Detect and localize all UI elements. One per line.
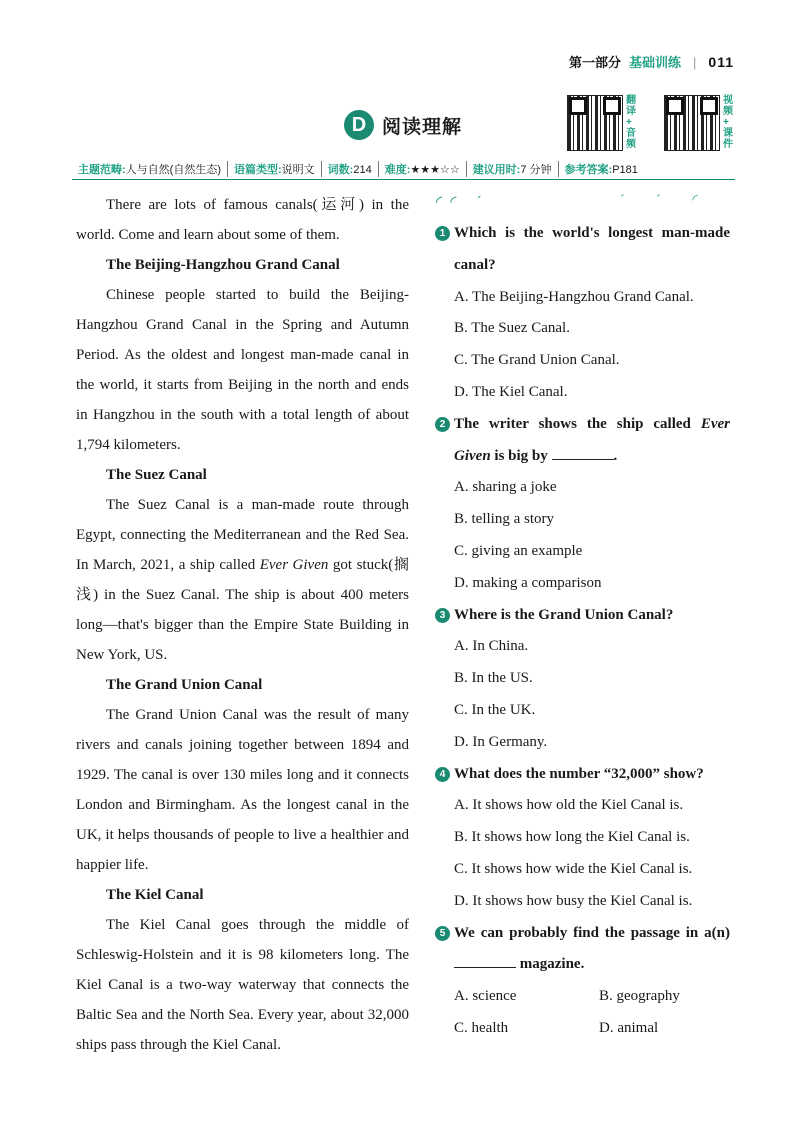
question-text: Where is the Grand Union Canal? — [454, 606, 674, 623]
reading-passage — [76, 190, 409, 1060]
question-list — [435, 218, 730, 1045]
answer-option[interactable]: A. In China. — [454, 638, 529, 655]
info-label: 语篇类型: — [234, 164, 282, 176]
info-genre — [228, 161, 322, 177]
info-label: 主题范畴: — [78, 164, 126, 176]
passage-heading: The Grand Union Canal — [106, 677, 263, 693]
info-topic — [72, 161, 228, 177]
answer-option[interactable]: D. The Kiel Canal. — [454, 383, 568, 400]
qr-tag-video — [723, 95, 734, 151]
info-answer-page — [559, 161, 644, 177]
question-text-part: We can probably find the passage in a(n) — [454, 924, 730, 941]
question-number-icon: 1 — [435, 226, 450, 241]
answer-option[interactable]: D. It shows how busy the Kiel Canal is. — [454, 892, 693, 909]
info-value: 214 — [353, 164, 372, 176]
question-number-icon: 2 — [435, 417, 450, 432]
answer-option[interactable]: B. The Suez Canal. — [454, 320, 570, 337]
ship-name: Ever Given — [454, 415, 730, 464]
qr-code-icon[interactable] — [567, 95, 623, 151]
question-text: What does the number “32,000” show? — [454, 765, 704, 782]
passage-paragraph: Chinese people started to build the Beijing-Hangzhou Grand Canal in the Spring and Autumn Period. As the oldest and longest man-made canal in the world, it starts from Beijing in the north and ends in Hangzhou in the south with a total length of about 1,794 kilometers. — [76, 287, 409, 453]
question-number-icon: 4 — [435, 767, 450, 782]
answer-option[interactable]: A. It shows how old the Kiel Canal is. — [454, 797, 684, 814]
question-text-part: is big by — [490, 447, 548, 464]
qr-block-video[interactable] — [664, 95, 734, 151]
section-title — [344, 110, 462, 140]
passage-heading: The Kiel Canal — [106, 887, 204, 903]
passage-intro: There are lots of famous canals(运河) in the world. Come and learn about some of them. — [76, 197, 409, 243]
qr-tag-char: + — [626, 117, 632, 128]
section-badge: D — [344, 110, 374, 140]
info-value: P181 — [612, 164, 638, 176]
passage-paragraph — [76, 490, 409, 670]
answer-option[interactable]: C. In the UK. — [454, 701, 536, 718]
info-bar — [72, 159, 735, 180]
question-text-part: magazine. — [519, 956, 585, 973]
qr-tag-char: 视 — [723, 95, 733, 106]
info-time — [467, 161, 559, 177]
decorative-arcs: ◜◜ ˊ — [436, 194, 490, 211]
question-stem — [435, 409, 730, 473]
question-number-icon: 3 — [435, 608, 450, 623]
qr-tag-char: 频 — [723, 106, 733, 117]
info-value: 人与自然(自然生态) — [125, 164, 221, 176]
qr-code-icon[interactable] — [664, 95, 720, 151]
passage-paragraph: The Grand Union Canal was the result of many rivers and canals joining together between 1894 and 1929. The canal is over 130 miles long and it connects London and Birmingham. As the longest canal in the UK, it helps thousands of people to live a healthier and happier life. — [76, 707, 409, 873]
info-value: ★★★☆☆ — [410, 164, 460, 176]
question-stem — [435, 759, 730, 791]
info-difficulty — [379, 161, 467, 177]
passage-heading: The Suez Canal — [106, 467, 207, 483]
answer-option[interactable]: D. animal — [599, 1019, 659, 1036]
header-track: 基础训练 — [629, 55, 682, 70]
answer-option[interactable]: A. sharing a joke — [454, 479, 557, 496]
qr-block-translation[interactable] — [567, 95, 637, 151]
info-value: 说明文 — [281, 164, 315, 176]
answer-option[interactable]: A. The Beijing-Hangzhou Grand Canal. — [454, 288, 694, 305]
decorative-arcs: ˊ ˊ ◜ — [620, 193, 712, 208]
qr-tag-char: 频 — [626, 139, 636, 150]
info-label: 词数: — [327, 164, 354, 176]
answer-option[interactable]: B. It shows how long the Kiel Canal is. — [454, 829, 690, 846]
answer-option[interactable]: D. making a comparison — [454, 574, 602, 591]
info-value: 7 分钟 — [520, 164, 552, 176]
page-number: 011 — [708, 54, 734, 70]
question-number-icon: 5 — [435, 926, 450, 941]
qr-tag-char: 译 — [626, 106, 636, 117]
passage-text: got stuck(搁浅) in the Suez Canal. The ship is about 400 meters long—that's bigger than the Empire State Building in New York, US. — [76, 557, 409, 663]
section-title-text: 阅读理解 — [382, 116, 463, 138]
answer-option-grid — [435, 981, 730, 1045]
ship-name: Ever Given — [259, 557, 329, 573]
question-stem — [435, 218, 730, 282]
answer-option[interactable]: C. It shows how wide the Kiel Canal is. — [454, 860, 693, 877]
qr-tag-char: 课 — [723, 128, 733, 139]
info-word-count — [322, 161, 379, 177]
info-label: 参考答案: — [564, 164, 613, 176]
question-stem — [435, 600, 730, 632]
qr-tag-char: 翻 — [626, 95, 636, 106]
answer-option[interactable]: C. giving an example — [454, 542, 583, 559]
answer-option[interactable]: B. In the US. — [454, 670, 533, 687]
question-text-part: The writer shows the ship called — [454, 415, 701, 432]
answer-option[interactable]: A. science — [454, 988, 517, 1005]
passage-heading: The Beijing-Hangzhou Grand Canal — [106, 257, 340, 273]
question-stem — [435, 918, 730, 982]
header-divider: | — [693, 55, 697, 70]
answer-option[interactable]: D. In Germany. — [454, 733, 548, 750]
question-text — [454, 918, 730, 982]
passage-text: The Suez Canal is a man-made route through Egypt, connecting the Mediterranean and the Red Sea. In March, 2021, a ship called — [76, 497, 409, 573]
question-text: The writer shows the ship called Ever Given is big by . — [454, 415, 730, 464]
answer-blank[interactable] — [454, 953, 516, 968]
qr-tag-char: 件 — [723, 139, 733, 150]
header-part: 第一部分 — [568, 55, 621, 70]
qr-tag-char: + — [723, 117, 729, 128]
answer-option[interactable]: C. The Grand Union Canal. — [454, 352, 620, 369]
qr-tag-translation — [626, 95, 637, 151]
info-label: 难度: — [384, 164, 411, 176]
answer-option[interactable]: B. geography — [599, 988, 680, 1005]
info-label: 建议用时: — [472, 164, 521, 176]
answer-blank[interactable] — [552, 445, 614, 460]
qr-tag-char: 音 — [626, 128, 636, 139]
question-text: Which is the world's longest man-made canal? — [454, 225, 730, 273]
answer-option[interactable]: C. health — [454, 1019, 509, 1036]
passage-paragraph: The Kiel Canal goes through the middle of Schleswig-Holstein and it is 98 kilometers long. The Kiel Canal is a two-way waterway that connects the Baltic Sea and the North Sea. Every year, about 32,000 ships pass through the Kiel Canal. — [76, 917, 409, 1053]
page-header — [569, 52, 734, 71]
answer-option[interactable]: B. telling a story — [454, 511, 554, 528]
